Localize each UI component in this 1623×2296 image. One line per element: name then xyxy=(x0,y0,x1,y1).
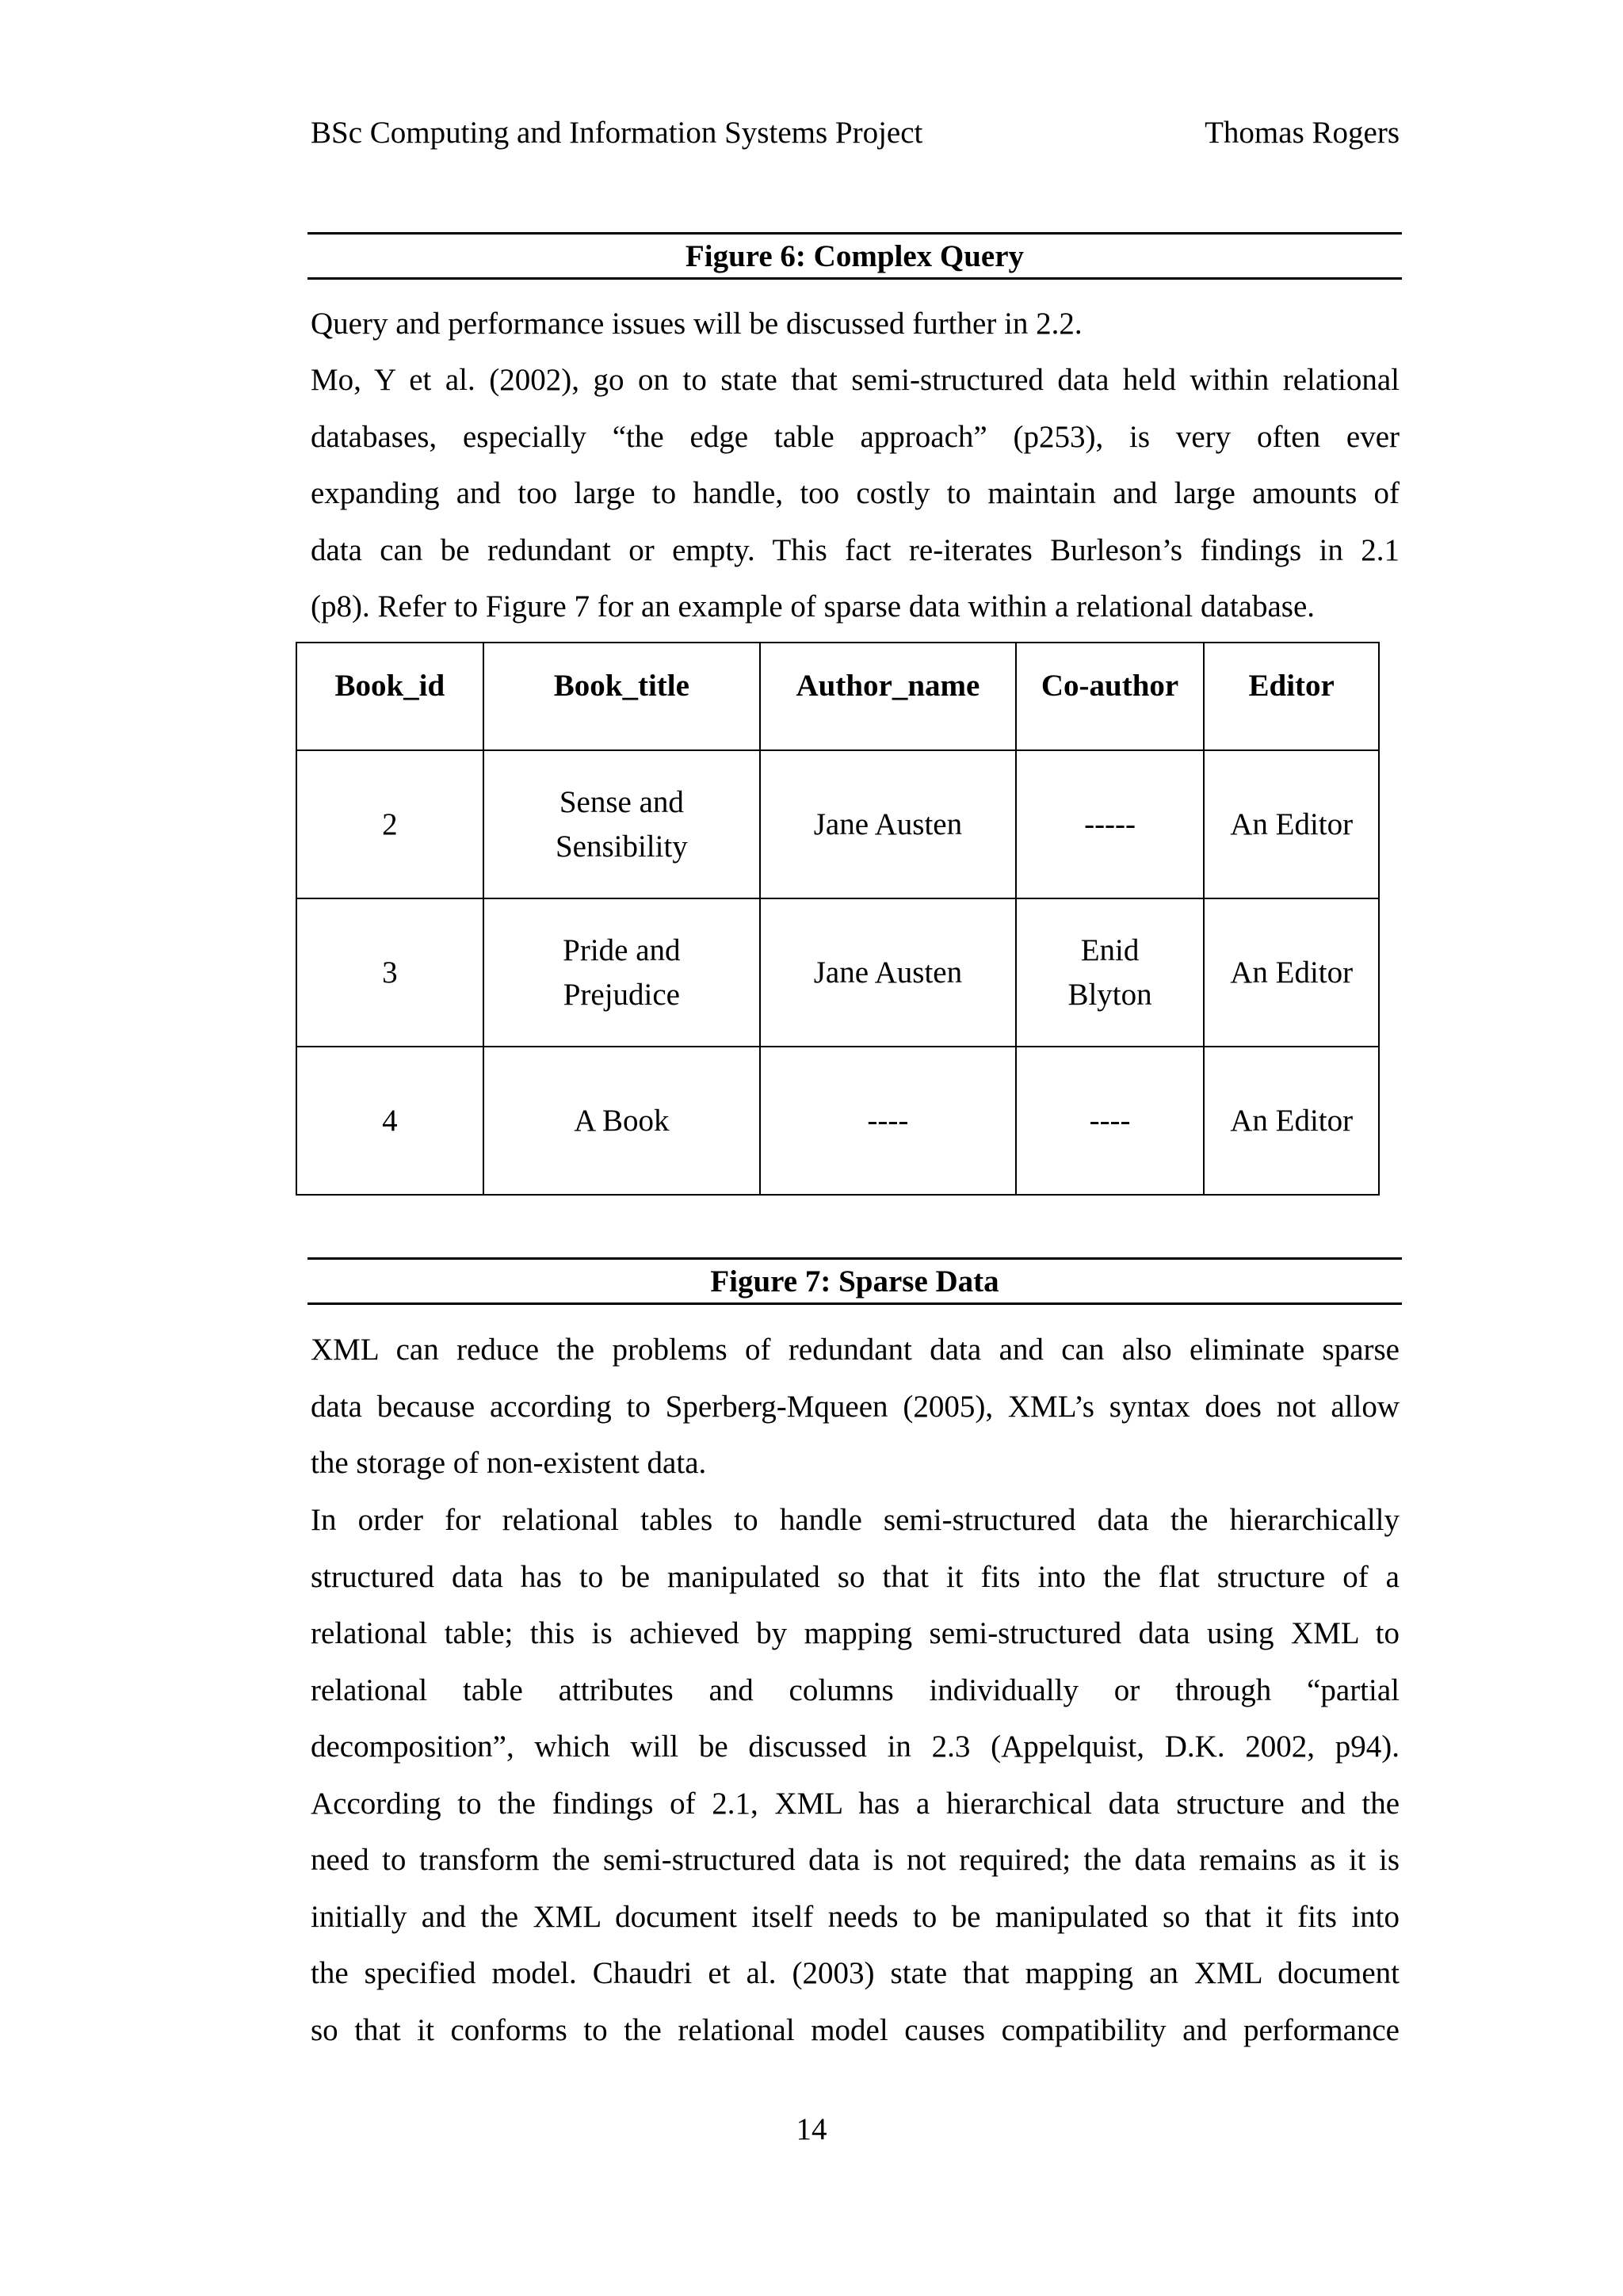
cell-book-id: 3 xyxy=(296,898,483,1047)
text-line: Mo, Y et al. (2002), go on to state that semi-structured data held within relational xyxy=(311,363,1400,397)
cell-book-title: Pride and Prejudice xyxy=(483,898,760,1047)
page-header xyxy=(311,113,1400,160)
column-header-editor: Editor xyxy=(1204,643,1379,750)
cell-co-author: ----- xyxy=(1016,750,1205,898)
figure-7-caption: Figure 7: Sparse Data xyxy=(307,1257,1402,1305)
cell-author-name: ---- xyxy=(760,1047,1016,1195)
paragraph-query-performance xyxy=(311,296,1400,353)
paragraph-relational-mapping xyxy=(311,1492,1400,2058)
text-line: structured data has to be manipulated so that it fits into the flat structure of a xyxy=(311,1559,1400,1594)
page-number: 14 xyxy=(796,2112,827,2146)
text-line: data because according to Sperberg-Mqueen (2005), XML’s syntax does not allow xyxy=(311,1389,1400,1424)
text-line: data can be redundant or empty. This fact re-iterates Burleson’s findings in 2.1 xyxy=(311,532,1400,567)
cell-editor: An Editor xyxy=(1204,1047,1379,1195)
text-line: relational table attributes and columns individually or through “partial xyxy=(311,1672,1400,1707)
text-line: relational table; this is achieved by mapping semi-structured data using XML to xyxy=(311,1616,1400,1650)
text-line: initially and the XML document itself needs to be manipulated so that it fits into xyxy=(311,1899,1400,1934)
sparse-data-table xyxy=(296,642,1380,1196)
cell-book-title: A Book xyxy=(483,1047,760,1195)
column-header-author-name: Author_name xyxy=(760,643,1016,750)
text-line: (p8). Refer to Figure 7 for an example of sparse data within a relational database. xyxy=(311,589,1316,624)
text-line: decomposition”, which will be discussed in 2.3 (Appelquist, D.K. 2002, p94). xyxy=(311,1730,1400,1764)
text-line: Query and performance issues will be discussed further in 2.2. xyxy=(311,307,1083,341)
column-header-book-title: Book_title xyxy=(483,643,760,750)
text-line: In order for relational tables to handle semi-structured data the hierarchically xyxy=(311,1503,1400,1537)
table-row xyxy=(296,898,1379,1047)
cell-author-name: Jane Austen xyxy=(760,750,1016,898)
text-line: need to transform the semi-structured data is not required; the data remains as it is xyxy=(311,1843,1400,1877)
cell-editor: An Editor xyxy=(1204,750,1379,898)
column-header-book-id: Book_id xyxy=(296,643,483,750)
cell-editor: An Editor xyxy=(1204,898,1379,1047)
cell-book-title: Sense and Sensibility xyxy=(483,750,760,898)
header-project-title: BSc Computing and Information Systems Project xyxy=(311,116,923,150)
table-row xyxy=(296,750,1379,898)
text-line: the storage of non-existent data. xyxy=(311,1446,707,1480)
table-row xyxy=(296,1047,1379,1195)
text-line: XML can reduce the problems of redundant data and can also eliminate sparse xyxy=(311,1333,1400,1367)
column-header-co-author: Co-author xyxy=(1016,643,1205,750)
text-line: According to the findings of 2.1, XML has a hierarchical data structure and the xyxy=(311,1786,1400,1821)
cell-author-name: Jane Austen xyxy=(760,898,1016,1047)
paragraph-xml-sparse xyxy=(311,1322,1400,1492)
cell-co-author: ---- xyxy=(1016,1047,1205,1195)
cell-book-id: 2 xyxy=(296,750,483,898)
text-line: expanding and too large to handle, too costly to maintain and large amounts of xyxy=(311,476,1400,510)
table-header-row xyxy=(296,643,1379,750)
cell-co-author: Enid Blyton xyxy=(1016,898,1205,1047)
header-author: Thomas Rogers xyxy=(1205,116,1400,150)
figure-6-caption: Figure 6: Complex Query xyxy=(307,232,1402,280)
text-line: so that it conforms to the relational model causes compatibility and performance xyxy=(311,2012,1400,2047)
cell-book-id: 4 xyxy=(296,1047,483,1195)
text-line: the specified model. Chaudri et al. (2003) state that mapping an XML document xyxy=(311,1956,1400,1990)
paragraph-mo-et-al xyxy=(311,352,1400,635)
text-line: databases, especially “the edge table approach” (p253), is very often ever xyxy=(311,419,1400,454)
